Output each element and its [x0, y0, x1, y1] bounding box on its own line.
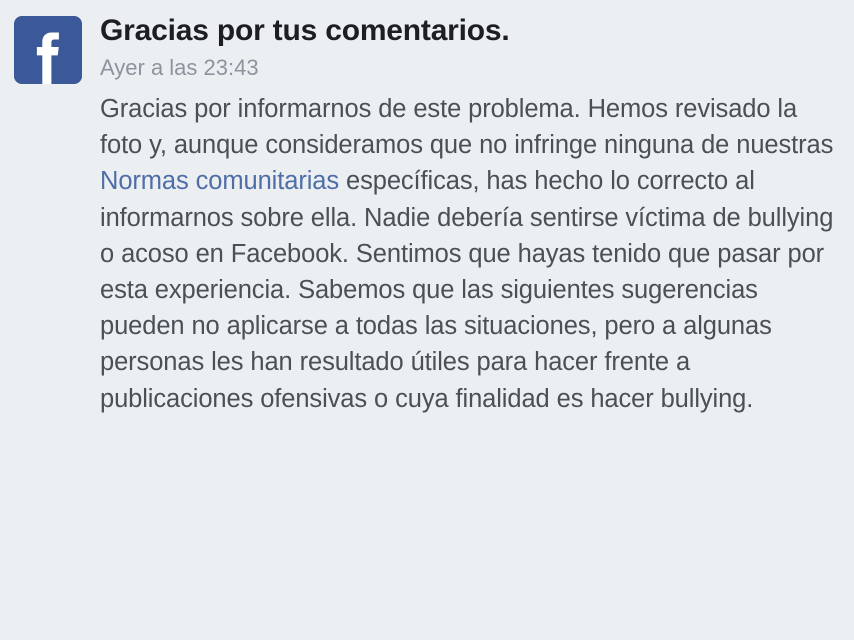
body-text-after-link: específicas, has hecho lo correcto al informarnos sobre ella. Nadie debería sentirse víctima de bullying o acoso en Facebook. Sentimos que hayas tenido que pasar por esta experiencia. Sabemos que las siguientes sugerencias pueden no aplicarse a todas las situaciones, pero a algunas personas les han resultado útiles para hacer frente a publicaciones ofensivas o cuya finalidad es hacer bullying.: [100, 167, 834, 413]
community-standards-link[interactable]: Normas comunitarias: [100, 167, 340, 196]
notification-body: [100, 91, 834, 417]
avatar-column: [14, 12, 100, 84]
notification-content: [100, 12, 834, 417]
body-text-before-link: Gracias por informarnos de este problema. Hemos revisado la foto y, aunque consideramos que no infringe ninguna de nuestras: [100, 94, 834, 160]
facebook-icon: [14, 16, 82, 84]
timestamp: Ayer a las 23:43: [100, 54, 259, 80]
page-title: Gracias por tus comentarios.: [100, 14, 510, 47]
